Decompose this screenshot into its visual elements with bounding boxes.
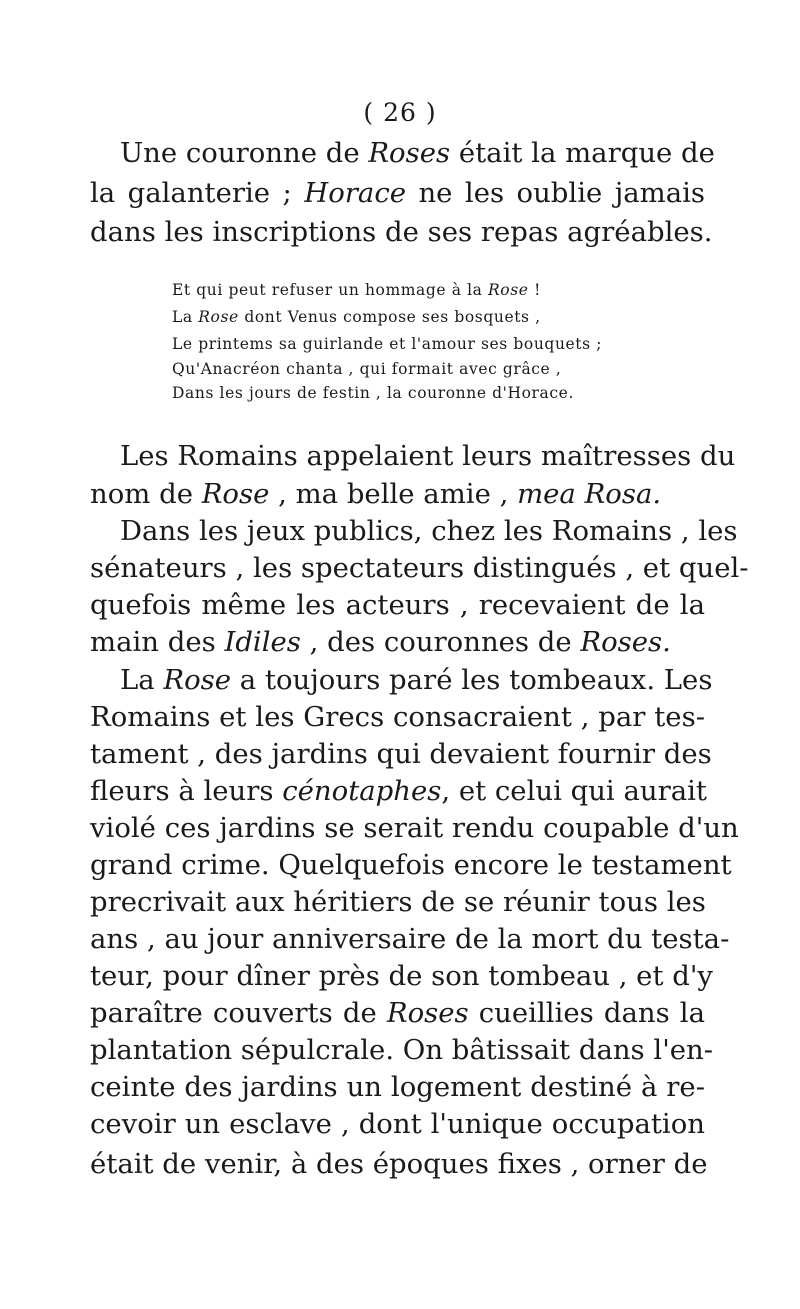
text-line: dans les inscriptions de ses repas agréables. (90, 216, 713, 248)
text-line: quefois même les acteurs , recevaient de la (90, 589, 705, 621)
italic-word: Rose (201, 478, 270, 510)
text-line: main des Idiles , des couronnes de Roses. (90, 626, 671, 658)
verse-line: Le printems sa guirlande et l'amour ses bouquets ; (172, 335, 603, 353)
text-line: plantation sépulcrale. On bâtissait dans l'en- (90, 1034, 714, 1066)
text-line: cevoir un esclave , dont l'unique occupation (90, 1108, 705, 1140)
text-line: fleurs à leurs cénotaphes, et celui qui aurait (90, 775, 707, 807)
italic-word: Roses (368, 137, 451, 169)
text-line: Dans les jeux publics, chez les Romains , les (120, 515, 738, 547)
text-line: Romains et les Grecs consacraient , par tes- (90, 701, 705, 733)
text-line: ans , au jour anniversaire de la mort du testa- (90, 923, 730, 955)
italic-word: Idiles (224, 626, 301, 658)
text-line: était de venir, à des époques fixes , orner de (90, 1148, 708, 1180)
text-line: Une couronne de Roses était la marque de (120, 137, 715, 169)
verse-line: Et qui peut refuser un hommage à la Rose ! (172, 281, 541, 299)
text-line: grand crime. Quelquefois encore le testament (90, 849, 732, 881)
text-line: tament , des jardins qui devaient fournir des (90, 738, 712, 770)
verse-line: La Rose dont Venus compose ses bosquets , (172, 308, 541, 326)
italic-word: Rose (488, 281, 529, 299)
page-number: ( 26 ) (363, 98, 437, 127)
text-line: nom de Rose , ma belle amie , mea Rosa. (90, 478, 662, 510)
text-line: violé ces jardins se serait rendu coupable d'un (90, 812, 739, 844)
italic-word: Roses (386, 997, 469, 1029)
text-line: la galanterie ; Horace ne les oublie jamais (90, 177, 706, 209)
text-line: La Rose a toujours paré les tombeaux. Les (120, 664, 713, 696)
italic-word: Roses. (580, 626, 671, 658)
text-line: precrivait aux héritiers de se réunir tous les (90, 886, 706, 918)
text-line: Les Romains appelaient leurs maîtresses du (120, 440, 736, 472)
verse-line: Qu'Anacréon chanta , qui formait avec grâce , (172, 360, 562, 378)
italic-word: Rose (163, 664, 232, 696)
italic-word: mea Rosa. (517, 478, 662, 510)
text-line: ceinte des jardins un logement destiné à re- (90, 1071, 705, 1103)
italic-word: Rose (198, 308, 239, 326)
text-line: sénateurs , les spectateurs distingués , et quel- (90, 552, 749, 584)
text-line: paraître couverts de Roses cueillies dans la (90, 997, 705, 1029)
italic-word: cénotaphes (282, 775, 442, 807)
verse-line: Dans les jours de festin , la couronne d'Horace. (172, 384, 574, 402)
italic-word: Horace (304, 177, 407, 209)
text-line: teur, pour dîner près de son tombeau , et d'y (90, 960, 713, 992)
